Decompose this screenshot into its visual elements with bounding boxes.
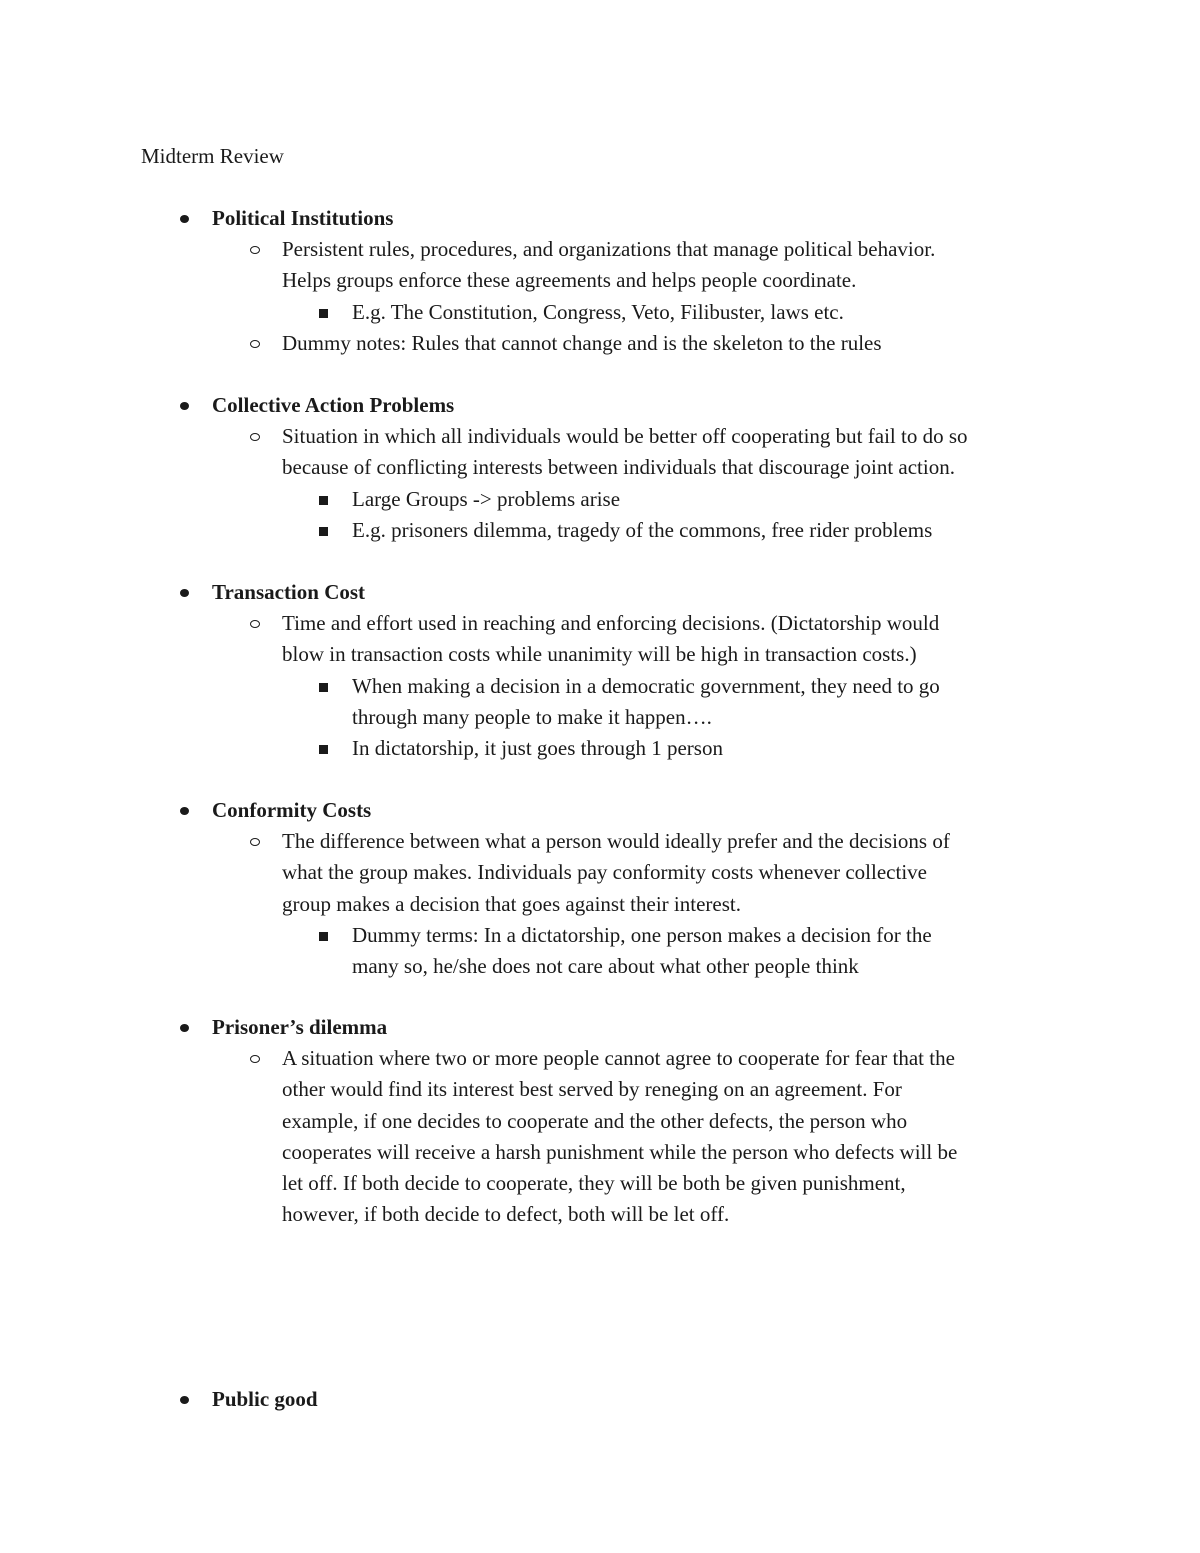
section-heading: Public good — [212, 1387, 318, 1411]
section-heading: Collective Action Problems — [212, 393, 455, 417]
section-heading: Political Institutions — [212, 206, 394, 230]
square-bullet-icon — [319, 932, 328, 941]
list-item — [0, 421, 1200, 452]
item-text: example, if one decides to cooperate and the other defects, the person who — [282, 1108, 908, 1133]
sub-list-item — [0, 484, 1200, 515]
disc-bullet-icon — [180, 1396, 189, 1404]
disc-bullet-icon — [180, 402, 189, 410]
sub-list-item — [0, 297, 1200, 328]
section-heading: Conformity Costs — [212, 798, 372, 822]
item-text: Helps groups enforce these agreements and helps people coordinate. — [282, 268, 857, 293]
item-text: let off. If both decide to cooperate, they will be both be given punishment, — [282, 1170, 906, 1195]
circle-bullet-icon — [250, 838, 260, 846]
subitem-text: Dummy terms: In a dictatorship, one person makes a decision for the — [352, 922, 932, 947]
square-bullet-icon — [319, 683, 328, 692]
item-text: however, if both decide to defect, both will be let off. — [282, 1202, 730, 1227]
square-bullet-icon — [319, 309, 328, 318]
disc-bullet-icon — [180, 1024, 189, 1032]
subitem-text: When making a decision in a democratic government, they need to go — [352, 673, 940, 698]
disc-bullet-icon — [180, 807, 189, 815]
subitem-text: many so, he/she does not care about what other people think — [352, 953, 859, 978]
disc-bullet-icon — [180, 215, 189, 223]
sub-list-item-continuation — [0, 951, 1200, 982]
section-public-good — [0, 1384, 1200, 1415]
square-bullet-icon — [319, 496, 328, 505]
item-text: cooperates will receive a harsh punishment while the person who defects will be — [282, 1139, 958, 1164]
square-bullet-icon — [319, 745, 328, 754]
item-text: what the group makes. Individuals pay conformity costs whenever collective — [282, 860, 927, 885]
section-prisoners-dilemma — [0, 1012, 1200, 1230]
item-text: Dummy notes: Rules that cannot change and is the skeleton to the rules — [282, 330, 882, 355]
section-heading-line — [0, 577, 1200, 608]
list-item — [0, 608, 1200, 639]
item-text: Persistent rules, procedures, and organizations that manage political behavior. — [282, 237, 936, 262]
subitem-text: through many people to make it happen…. — [352, 704, 712, 729]
item-text: Situation in which all individuals would be better off cooperating but fail to do so — [282, 424, 968, 449]
list-item — [0, 328, 1200, 359]
list-item-continuation — [0, 1106, 1200, 1137]
sub-list-item — [0, 733, 1200, 764]
section-heading-line — [0, 390, 1200, 421]
list-item — [0, 1043, 1200, 1074]
subitem-text: E.g. prisoners dilemma, tragedy of the commons, free rider problems — [352, 517, 933, 542]
sub-list-item — [0, 515, 1200, 546]
list-item — [0, 826, 1200, 857]
section-collective-action-problems — [0, 390, 1200, 546]
list-item-continuation — [0, 265, 1200, 296]
section-heading-line — [0, 203, 1200, 234]
circle-bullet-icon — [250, 1055, 260, 1063]
sub-list-item-continuation — [0, 702, 1200, 733]
subitem-text: In dictatorship, it just goes through 1 person — [352, 735, 723, 760]
sub-list-item — [0, 671, 1200, 702]
list-item-continuation — [0, 1168, 1200, 1199]
circle-bullet-icon — [250, 246, 260, 254]
circle-bullet-icon — [250, 340, 260, 348]
section-heading: Prisoner’s dilemma — [212, 1015, 388, 1039]
square-bullet-icon — [319, 527, 328, 536]
subitem-text: E.g. The Constitution, Congress, Veto, Filibuster, laws etc. — [352, 299, 844, 324]
document-title: Midterm Review — [141, 144, 284, 168]
list-item-continuation — [0, 1199, 1200, 1230]
section-transaction-cost — [0, 577, 1200, 764]
list-item-continuation — [0, 889, 1200, 920]
circle-bullet-icon — [250, 433, 260, 441]
item-text: group makes a decision that goes against their interest. — [282, 891, 741, 916]
sub-list-item — [0, 920, 1200, 951]
list-item-continuation — [0, 452, 1200, 483]
subitem-text: Large Groups -> problems arise — [352, 486, 621, 511]
circle-bullet-icon — [250, 620, 260, 628]
list-item-continuation — [0, 1137, 1200, 1168]
list-item-continuation — [0, 639, 1200, 670]
section-political-institutions — [0, 203, 1200, 359]
item-text: The difference between what a person would ideally prefer and the decisions of — [282, 829, 950, 854]
disc-bullet-icon — [180, 589, 189, 597]
item-text: A situation where two or more people cannot agree to cooperate for fear that the — [282, 1046, 955, 1071]
list-item-continuation — [0, 1074, 1200, 1105]
item-text: because of conflicting interests between individuals that discourage joint action. — [282, 455, 955, 480]
item-text: other would find its interest best served by reneging on an agreement. For — [282, 1077, 902, 1102]
section-heading-line — [0, 795, 1200, 826]
section-conformity-costs — [0, 795, 1200, 982]
item-text: blow in transaction costs while unanimity will be high in transaction costs.) — [282, 642, 917, 667]
item-text: Time and effort used in reaching and enforcing decisions. (Dictatorship would — [282, 611, 940, 636]
list-item — [0, 234, 1200, 265]
section-heading-line — [0, 1384, 1200, 1415]
section-heading: Transaction Cost — [212, 580, 366, 604]
list-item-continuation — [0, 857, 1200, 888]
section-heading-line — [0, 1012, 1200, 1043]
